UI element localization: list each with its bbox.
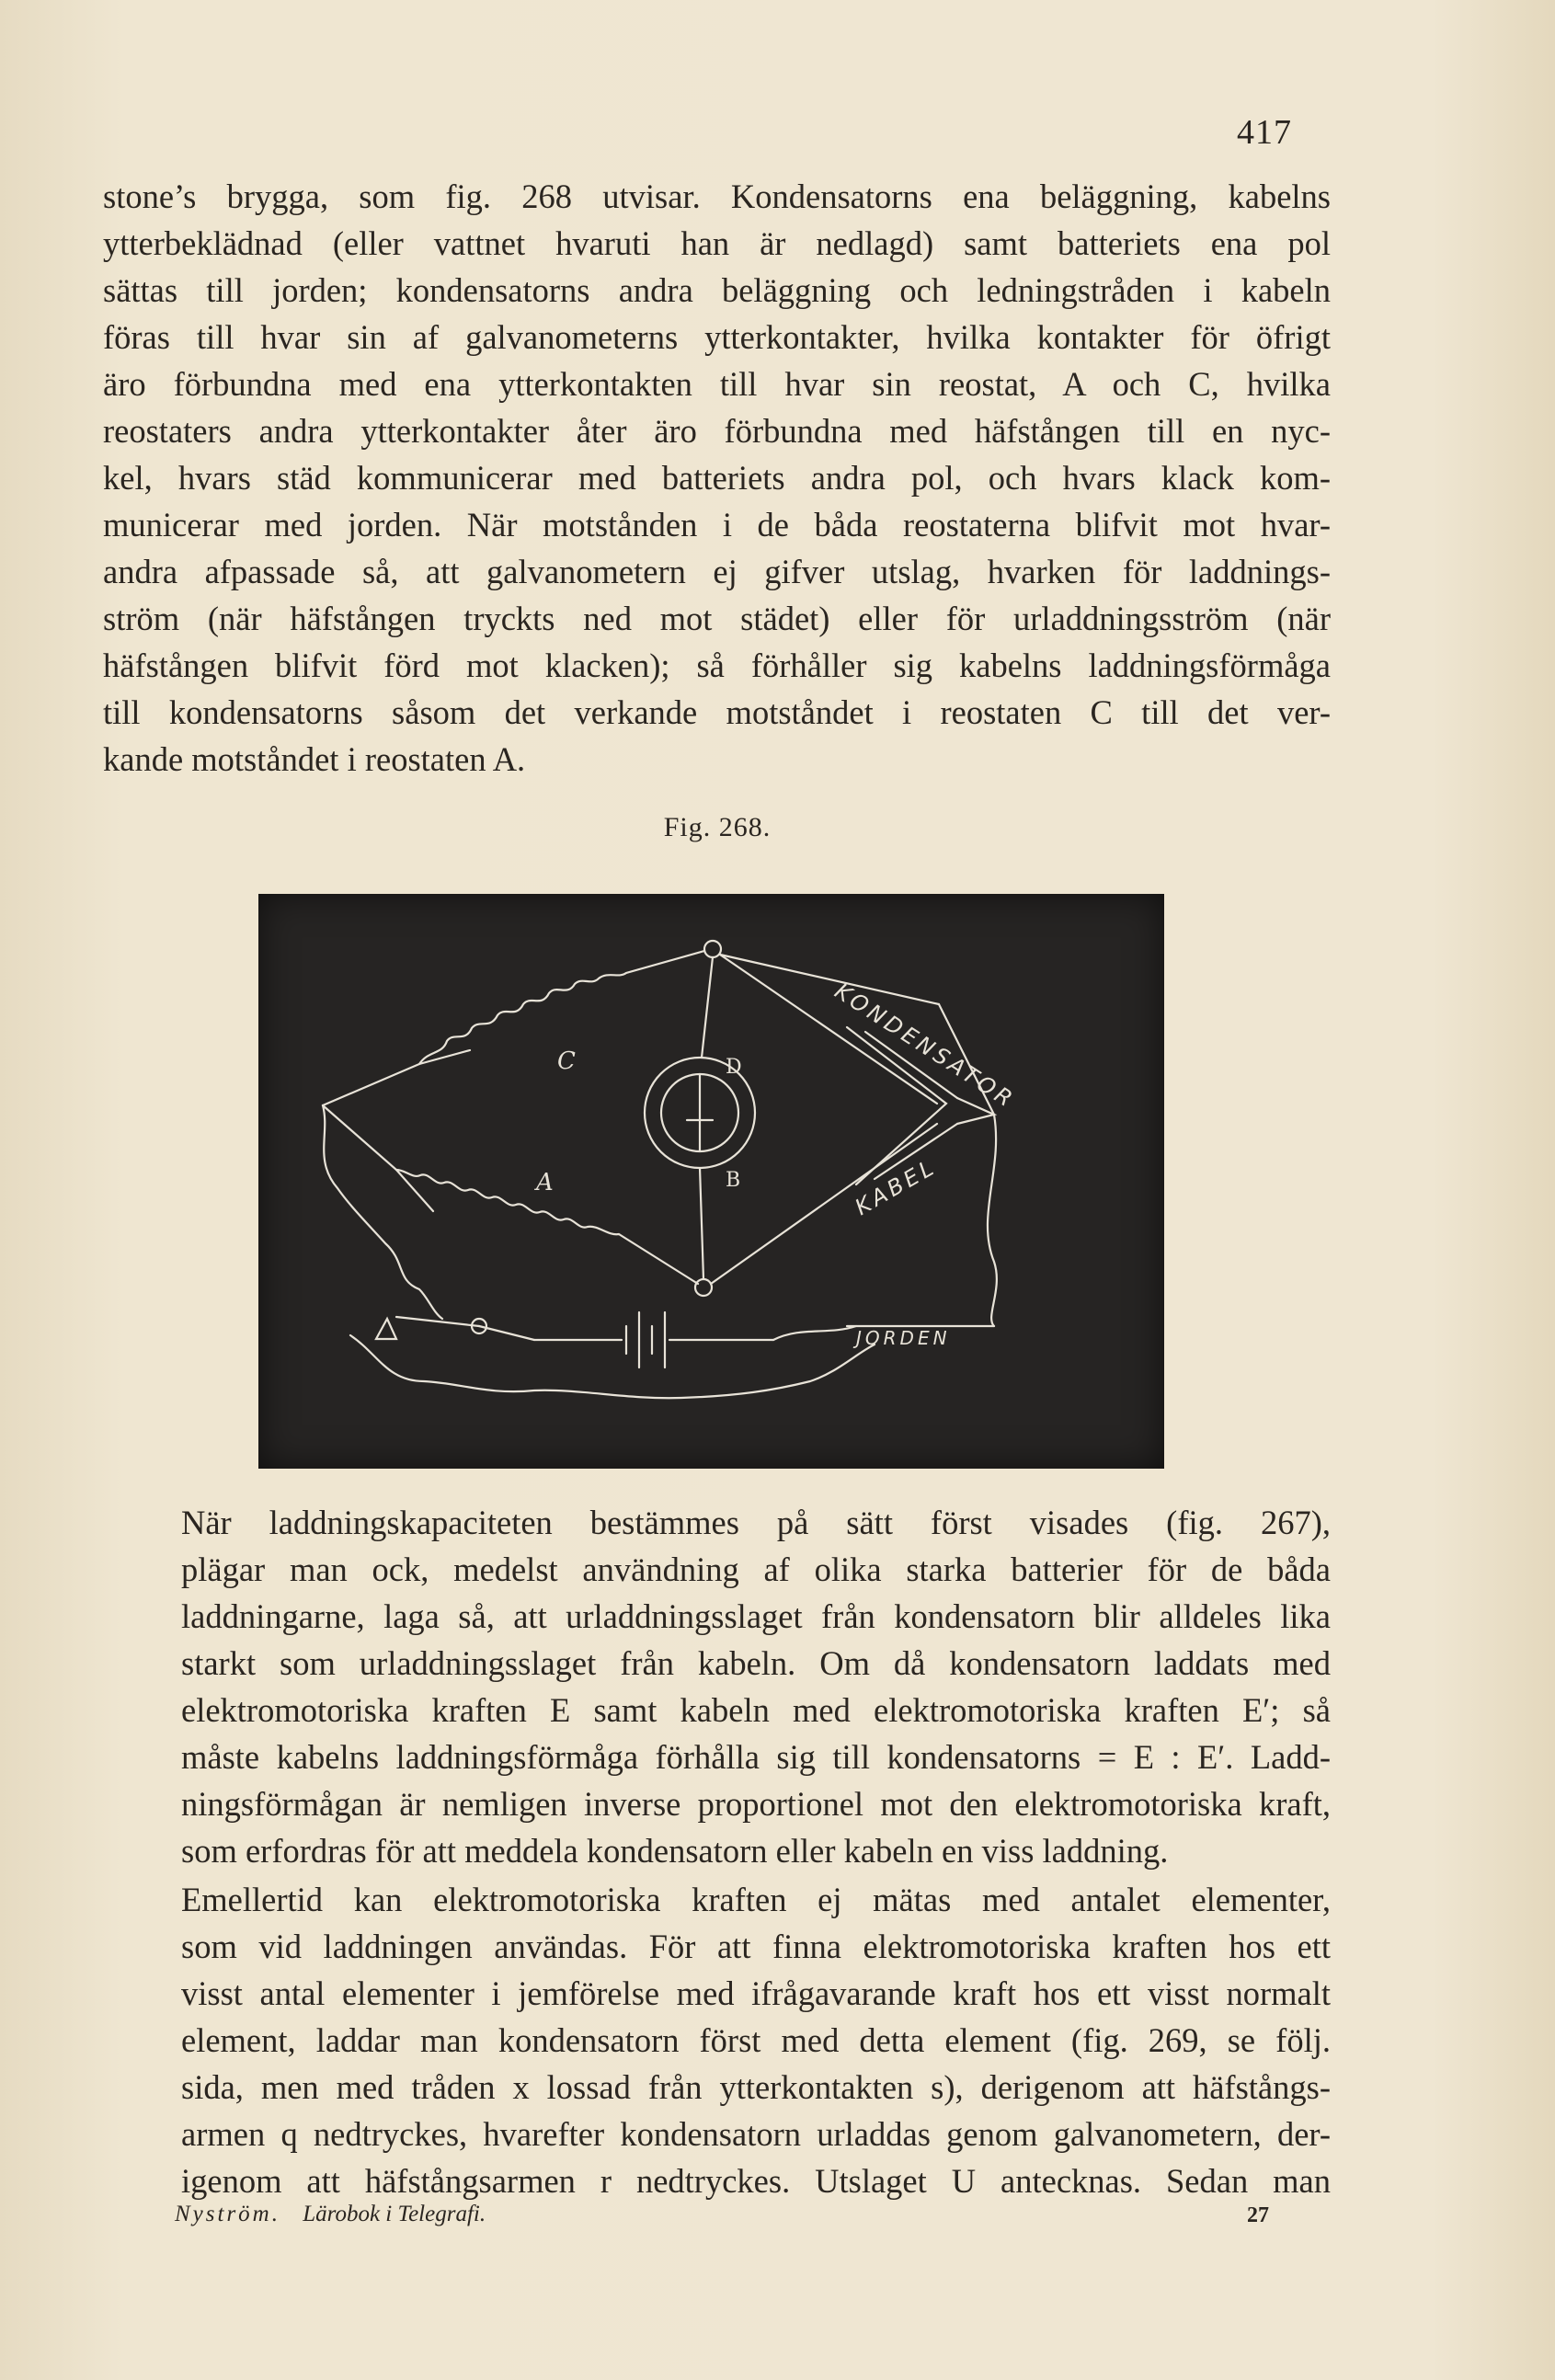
key-anvil [376,1319,396,1339]
footer-author: Nyström. [175,2202,280,2226]
left-ground-wire [323,1105,442,1319]
circuit-figure [258,894,1164,1469]
text-line: municerar med jorden. När motstånden i de båda reostaterna blifvit mot hvar- [103,506,1331,544]
lead-bottom [700,1168,703,1279]
text-line: element, laddar man kondensatorn först med detta element (fig. 269, se följ. [181,2021,1331,2059]
label-a: A [536,1169,554,1196]
text-line: visst antal elementer i jemförelse med ifrågavarande kraft hos ett visst normalt [181,1974,1331,2012]
right-ground-wire [988,1115,997,1326]
bottom-node [695,1279,712,1296]
paragraph-3 [103,1876,1331,2204]
text-line: som vid laddningen användas. För att finna elektromotoriska kraften hos ett [181,1928,1331,1965]
text-line: ningsförmågan är nemligen inverse proportionel mot den elektromotoriska kraft, [181,1785,1331,1823]
text-line: reostaters andra ytterkontakter åter äro förbundna med häfstången till en nyc- [103,412,1331,450]
text-line: föras till hvar sin af galvanometerns ytterkontakter, hvilka kontakter för öfrigt [103,318,1331,356]
label-kabel: KABEL [851,1153,942,1221]
label-b: B [726,1169,741,1192]
text-line: laddningarne, laga så, att urladdningsslaget från kondensatorn blir alldeles lika [181,1597,1331,1635]
text-line: kel, hvars städ kommunicerar med batteriets andra pol, och hvars klack kom- [103,459,1331,497]
text-line: ytterbeklädnad (eller vattnet hvaruti han är nedlagd) samt batteriets ena pol [103,224,1331,262]
text-line: stone’s brygga, som fig. 268 utvisar. Kondensatorns ena beläggning, kabelns [103,177,1331,215]
ground-wire-right [773,1326,856,1340]
text-line: När laddningskapaciteten bestämmes på sätt först visades (fig. 267), [181,1504,1331,1541]
text-line: starkt som urladdningsslaget från kabeln. Om då kondensatorn laddats med [181,1644,1331,1682]
key-wire [479,1326,534,1340]
page-number: 417 [1237,113,1292,152]
label-jorden: JORDEN [856,1327,951,1349]
text-line: äro förbundna med ena ytterkontakten till hvar sin reostat, A och C, hvilka [103,365,1331,403]
text-line: igenom att häfstångsarmen r nedtryckes. Utslaget U antecknas. Sedan man [181,2162,1331,2200]
text-line: kande motståndet i reostaten A. [103,740,526,778]
ground-wave [350,1335,875,1398]
label-c: C [557,1047,576,1075]
left-upper-wire [323,1050,470,1105]
label-kondensator: KONDENSATOR [829,978,1020,1115]
text-line: ström (när häfstången tryckts ned mot städet) eller för urladdningsström (när [103,600,1331,637]
text-line: sättas till jorden; kondensatorns andra beläggning och ledningstråden i kabeln [103,271,1331,309]
label-d: D [726,1056,742,1079]
paragraph-2 [103,1499,1331,1874]
bridge-diagram [258,894,1164,1469]
text-line: armen q nedtryckes, hvarefter kondensatorn urladdas genom galvanometern, der- [181,2115,1331,2153]
paragraph-1 [103,173,1331,783]
key-lever [396,1317,479,1326]
text-line: andra afpassade så, att galvanometern ej gifver utslag, hvarken för laddnings- [103,553,1331,590]
sheet-signature: 27 [1247,2203,1269,2227]
text-line: häfstången blifvit förd mot klacken); så förhåller sig kabelns laddningsförmåga [103,646,1331,684]
left-lower-wire [323,1105,433,1211]
text-line: sida, men med tråden x lossad från ytterkontakten s), derigenom att häfstångs- [181,2068,1331,2106]
text-line: till kondensatorns såsom det verkande motståndet i reostaten C till det ver- [103,693,1331,731]
text-line: måste kabelns laddningsförmåga förhålla sig till kondensatorns = E : E′. Ladd- [181,1738,1331,1776]
kondensator-top [720,955,939,1004]
branch-b [711,1124,937,1284]
text-line: plägar man ock, medelst användning af olika starka batterier för de båda [181,1550,1331,1588]
text-line: som erfordras för att meddela kondensatorn eller kabeln en viss laddning. [181,1832,1169,1870]
top-node [704,941,721,957]
page-footer [175,2202,1269,2227]
text-line: Emellertid kan elektromotoriska kraften ej mätas med antalet elementer, [181,1881,1331,1918]
figure-caption: Fig. 268. [663,812,772,842]
lead-top [702,957,713,1058]
text-line: elektromotoriska kraften E samt kabeln med elektromotoriska kraften E′; så [181,1691,1331,1729]
footer-book-title: Lärobok i Telegrafi. [303,2202,486,2226]
